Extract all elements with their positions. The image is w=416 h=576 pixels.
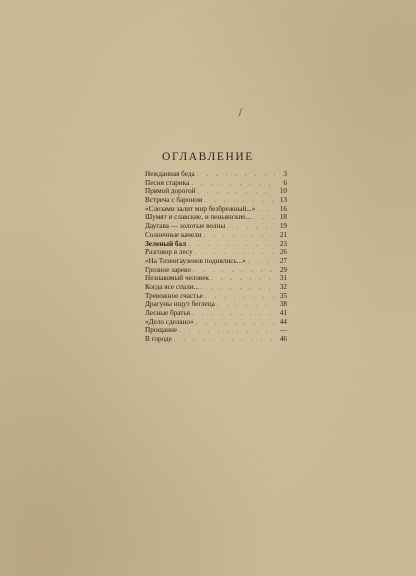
toc-entry	[145, 266, 287, 275]
toc-entry-label: Солнечные качели	[145, 230, 202, 239]
toc-entry	[145, 292, 287, 301]
toc-entry	[145, 326, 287, 335]
toc-entry	[145, 187, 287, 196]
toc-entry	[145, 257, 287, 266]
paper-speck	[239, 108, 242, 116]
toc-entry-page: 32	[279, 282, 287, 291]
toc-entry-label: Когда все спали...	[145, 282, 199, 291]
toc-heading: ОГЛАВЛЕНИЕ	[162, 151, 254, 163]
toc-entry	[145, 222, 287, 231]
toc-entry	[145, 318, 287, 327]
toc-entry-page: —	[279, 326, 287, 335]
toc-entry	[145, 213, 287, 222]
toc-entry-page: 18	[279, 213, 287, 222]
toc-entry-label: Зеленый бал	[145, 239, 187, 248]
toc-entry-page: 10	[279, 187, 287, 196]
toc-entry-label: Встреча с бароном	[145, 196, 203, 205]
toc-entry-page: 46	[279, 335, 287, 344]
toc-entry-page: 26	[279, 248, 287, 257]
toc-entry-label: В городе	[145, 335, 172, 344]
toc-entry-label: Незнакомый человек	[145, 274, 209, 283]
dot-leader	[174, 336, 275, 345]
toc-entry-page: 16	[279, 204, 287, 213]
toc-entry	[145, 300, 287, 309]
table-of-contents	[145, 170, 287, 344]
toc-entry-page: 35	[279, 291, 287, 300]
toc-entry-page: 38	[279, 300, 287, 309]
toc-entry	[145, 274, 287, 283]
toc-entry-page: 29	[279, 265, 287, 274]
toc-entry-page: 31	[279, 274, 287, 283]
toc-entry	[145, 283, 287, 292]
toc-entry-page: 13	[279, 196, 287, 205]
toc-entry-label: Прямой дорогой	[145, 187, 196, 196]
toc-entry-label: Прощание	[145, 326, 177, 335]
toc-entry	[145, 205, 287, 214]
toc-entry-page: 27	[279, 256, 287, 265]
toc-entry-label: Грозное зарево	[145, 265, 191, 274]
toc-entry	[145, 170, 287, 179]
toc-entry-label: «Слезами залит мир безбрежный...»	[145, 204, 256, 213]
toc-entry	[145, 231, 287, 240]
toc-entry	[145, 248, 287, 257]
toc-entry-page: 19	[279, 222, 287, 231]
toc-entry-page: 44	[279, 317, 287, 326]
toc-entry	[145, 335, 287, 344]
toc-entry-page: 41	[279, 309, 287, 317]
toc-entry-page: 3	[283, 170, 287, 178]
toc-entry-label: Драгуны ищут беглеца	[145, 300, 215, 309]
toc-entry	[145, 240, 287, 249]
toc-entry-label: Лесные братья	[145, 309, 191, 317]
toc-entry	[145, 196, 287, 205]
toc-entry-page: 21	[279, 230, 287, 239]
toc-entry	[145, 309, 287, 318]
toc-entry-label: Шумят и славские, и пеньянские...	[145, 213, 251, 222]
toc-entry-label: Даугава — золотые волны	[145, 222, 226, 231]
toc-entry-label: «Дело сделано»	[145, 317, 194, 326]
toc-entry-label: Разговор в лесу	[145, 248, 193, 257]
toc-entry-label: Нежданная беда	[145, 170, 195, 178]
toc-entry-page: 6	[283, 178, 287, 187]
toc-entry-label: Тревожное счастье	[145, 291, 203, 300]
toc-entry-label: Песня старика	[145, 178, 190, 187]
toc-entry-label: «На Тизенгаузенов поднялись...»	[145, 256, 246, 265]
toc-entry	[145, 179, 287, 188]
toc-entry-page: 23	[279, 239, 287, 248]
